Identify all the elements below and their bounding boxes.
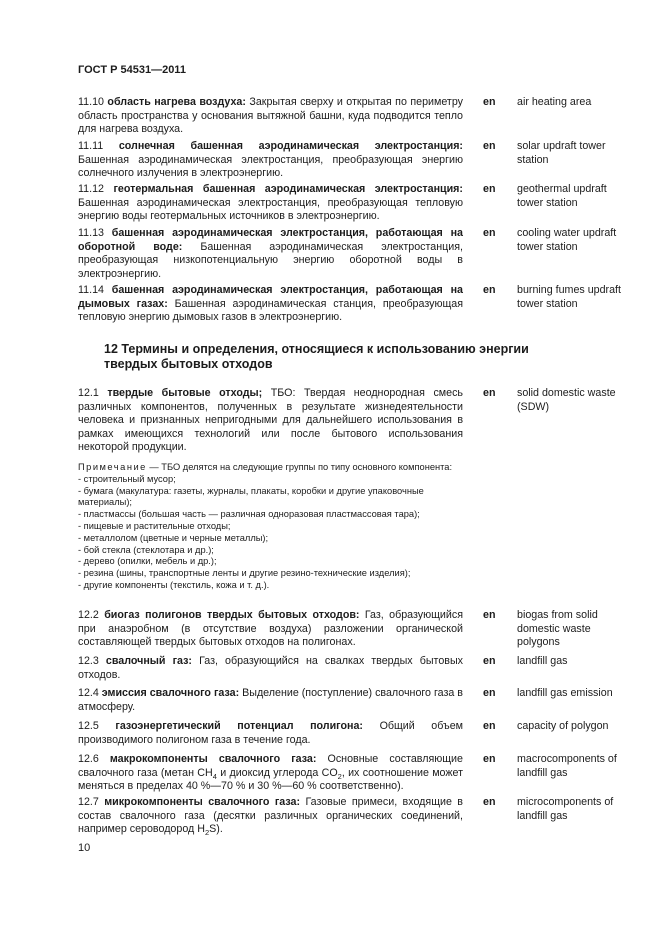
- term-definition: 12.6 макрокомпоненты свалочного газа: Основные составляющие свалочного газа (метан $CH_4$ и диоксид углерода $CO_2$, их соотношение может меняться в пределах 40 %—70 % и 30 %—60 % соответственно).: [78, 753, 463, 792]
- english-term: solar updraft tower station: [517, 140, 606, 166]
- page-number: 10: [78, 842, 91, 854]
- lang-code: en: [483, 96, 496, 108]
- term-definition: 12.1 твердые бытовые отходы; ТБО: Твердая неоднородная смесь различных компонентов, полученных в результате жизнедеятельности человека и признанных непригодными для дальнейшего использования в рамках имеющихся технологий или после бытового использования некоторой продукции.: [78, 387, 463, 453]
- note-item: - другие компоненты (текстиль, кожа и т. д.).: [78, 579, 270, 590]
- english-term: landfill gas emission: [517, 687, 613, 699]
- document-header: ГОСТ Р 54531—2011: [78, 64, 186, 76]
- term-definition: 12.4 эмиссия свалочного газа: Выделение (поступление) свалочного газа в атмосферу.: [78, 687, 463, 713]
- lang-code: en: [483, 227, 496, 239]
- english-term: cooling water updraft tower station: [517, 227, 617, 253]
- english-term: burning fumes updraft tower station: [517, 284, 621, 310]
- lang-code: en: [483, 796, 496, 808]
- lang-code: en: [483, 387, 496, 399]
- lang-code: en: [483, 609, 496, 621]
- lang-code: en: [483, 284, 496, 296]
- lang-code: en: [483, 687, 496, 699]
- english-term: microcomponents of landfill gas: [517, 796, 614, 822]
- lang-code: en: [483, 655, 496, 667]
- english-term: solid domestic waste (SDW): [517, 387, 616, 413]
- lang-code: en: [483, 140, 496, 152]
- lang-code: en: [483, 753, 496, 765]
- note-item: - пластмассы (большая часть — различная одноразовая пластмассовая тара);: [78, 509, 420, 520]
- note-item: - резина (шины, транспортные ленты и другие резино-технические изделия);: [78, 568, 411, 579]
- english-term: air heating area: [517, 96, 592, 108]
- note-label: Примечание: [78, 462, 147, 472]
- english-term: macrocomponents of landfill gas: [517, 753, 617, 779]
- note-item: - металлолом (цветные и черные металлы);: [78, 532, 269, 543]
- term-definition: 11.11 солнечная башенная аэродинамическая электростанция: Башенная аэродинамическая электростанция, преобразующая энергию солнечного излучения в электроэнергию.: [78, 140, 463, 179]
- note-intro: Примечание — ТБО делятся на следующие группы по типу основного компонента:: [78, 462, 453, 472]
- note-item: - дерево (опилки, мебель и др.);: [78, 556, 217, 567]
- term-definition: 11.10 область нагрева воздуха: Закрытая сверху и открытая по периметру область пространства у основания вытяжной башни, куда подводится тепло для нагрева воздуха.: [78, 96, 463, 135]
- term-definition: 12.5 газоэнергетический потенциал полигона: Общий объем производимого полигоном газа в течение года.: [78, 720, 463, 746]
- note-item: - бой стекла (стеклотара и др.);: [78, 544, 214, 555]
- note-item: - бумага (макулатура: газеты, журналы, плакаты, коробки и другие упаковочные материалы);: [78, 485, 424, 508]
- lang-code: en: [483, 720, 496, 732]
- note-item: - пищевые и растительные отходы;: [78, 520, 231, 531]
- english-term: geothermal updraft tower station: [517, 183, 607, 209]
- english-term: capacity of polygon: [517, 720, 609, 732]
- note-block: [78, 462, 463, 592]
- term-definition: 11.12 геотермальная башенная аэродинамическая электростанция: Башенная аэродинамическая электростанция, преобразующая тепловую энергию воды геотермальных источников в электроэнергию.: [78, 183, 463, 222]
- term-definition: 12.2 биогаз полигонов твердых бытовых отходов: Газ, образующийся при анаэробном (в отсутствие воздуха) разложении органической составляющей твердых бытовых отходов на полигонах.: [78, 609, 463, 648]
- section-heading: 12 Термины и определения, относящиеся к использованию энергии твердых бытовых отходов: [104, 342, 529, 371]
- english-term: biogas from solid domestic waste polygons: [517, 609, 598, 648]
- term-definition: 11.13 башенная аэродинамическая электростанция, работающая на оборотной воде: Башенная аэродинамическая электростанция, преобразующая низкопотенциальную энергию оборотной воды в электроэнергию.: [78, 227, 463, 280]
- term-definition: 12.7 микрокомпоненты свалочного газа: Газовые примеси, входящие в состав свалочного газа (десятки различных органических соединений, например сероводород $H_2S$).: [78, 796, 463, 838]
- term-definition: 11.14 башенная аэродинамическая электростанция, работающая на дымовых газах: Башенная аэродинамическая станция, преобразующая тепловую энергию дымовых газов в электроэнергию.: [78, 284, 463, 323]
- note-item: - строительный мусор;: [78, 473, 176, 484]
- english-term: landfill gas: [517, 655, 568, 667]
- term-definition: 12.3 свалочный газ: Газ, образующийся на свалках твердых бытовых отходов.: [78, 655, 463, 681]
- lang-code: en: [483, 183, 496, 195]
